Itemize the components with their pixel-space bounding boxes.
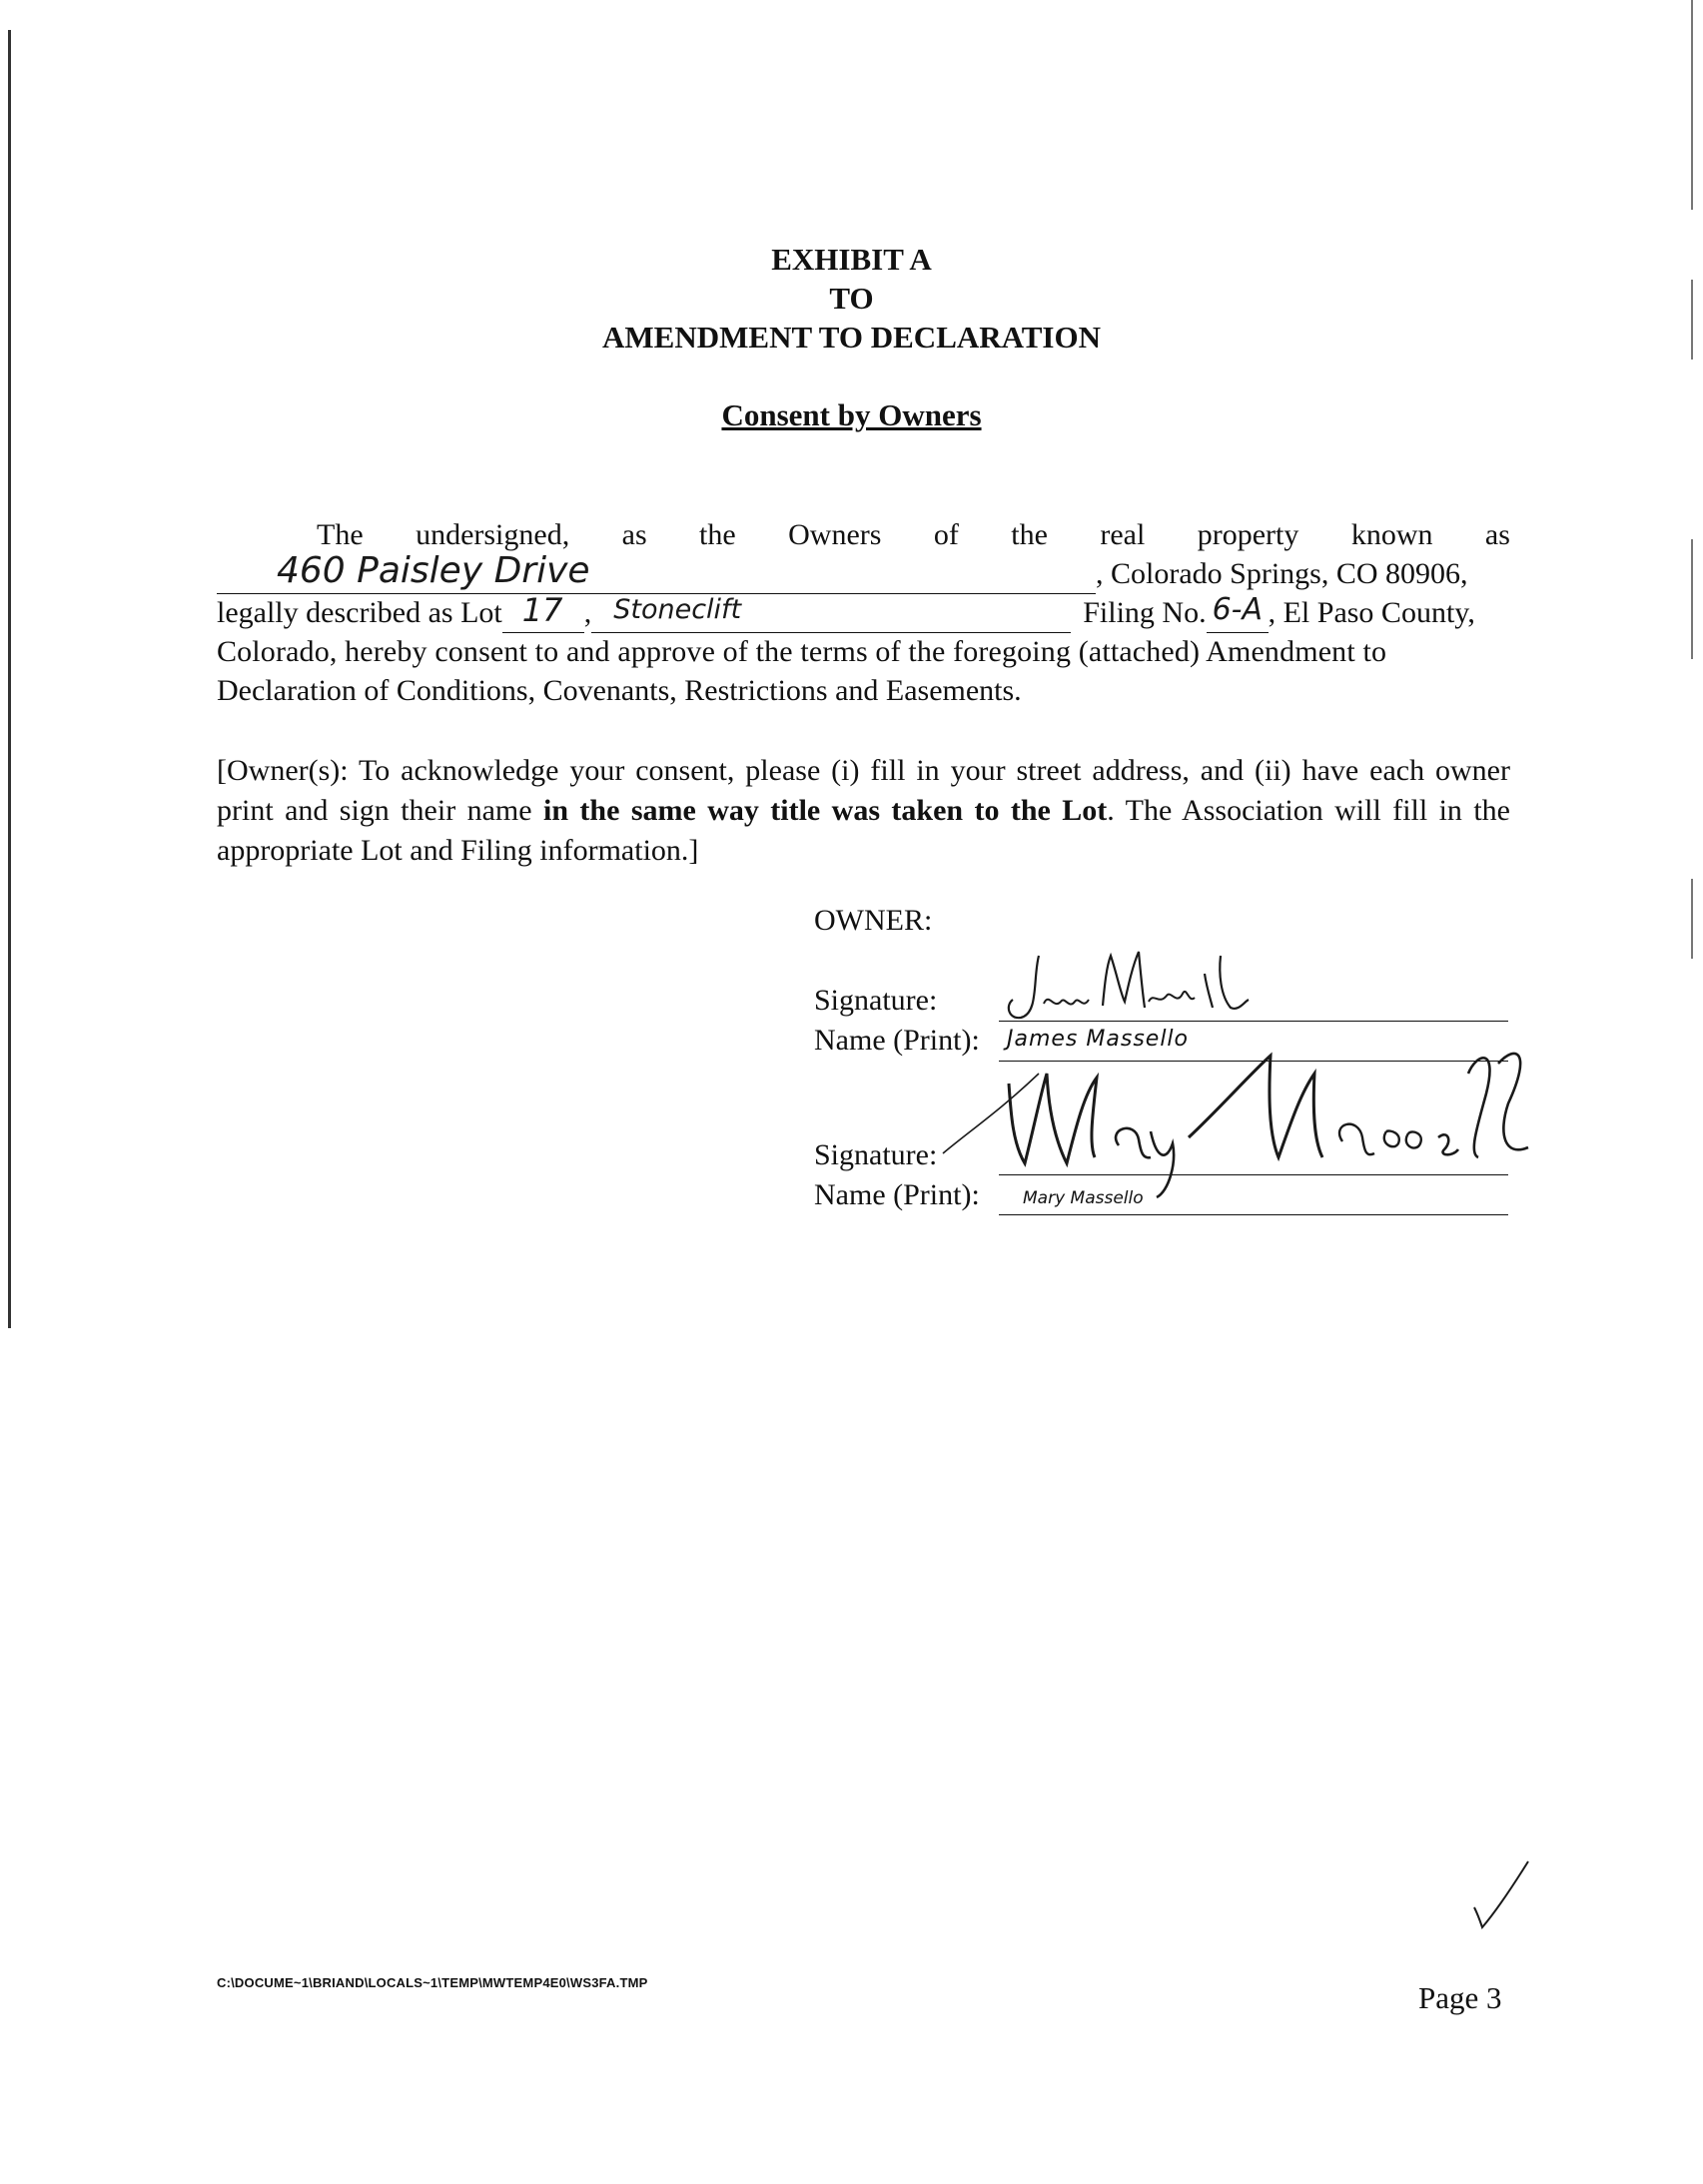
filing-prefix: Filing No.: [1083, 596, 1207, 629]
city-state-zip: , Colorado Springs, CO 80906,: [1096, 557, 1468, 590]
para1-line1: [217, 515, 1510, 555]
owner-heading: OWNER:: [814, 904, 933, 937]
instructions-emphasis: in the same way title was taken to the Lot: [542, 794, 1108, 827]
handwritten-signature-2: [939, 1034, 1538, 1208]
word: of: [933, 518, 959, 551]
scan-edge-right: [1691, 539, 1693, 659]
word: The: [317, 518, 364, 551]
page-number: Page 3: [1418, 1980, 1502, 2015]
instructions-text: [Owner(s): To acknowledge your consent, please (i) fill in your street address, and (ii) have each owner print and sign their name: [217, 754, 1510, 827]
scan-edge-right: [1691, 0, 1693, 210]
signature-label-2: Signature:: [814, 1138, 938, 1171]
printed-name-2: Mary Massello: [1023, 1188, 1144, 1208]
handwritten-signature-1: [999, 944, 1259, 1024]
word: known: [1350, 518, 1433, 551]
check-mark-icon: [1468, 1857, 1538, 1937]
word: real: [1100, 518, 1146, 551]
word: as: [621, 518, 647, 551]
street-address-handwriting: 460 Paisley Drive: [277, 550, 590, 591]
word: the: [1011, 518, 1048, 551]
word: undersigned,: [416, 518, 570, 551]
county: , El Paso County,: [1268, 596, 1475, 629]
lot-number-handwriting: 17: [521, 591, 563, 629]
word: Owners: [788, 518, 882, 551]
para1-line2: [217, 550, 1510, 594]
word: the: [699, 518, 736, 551]
para1-line4: Colorado, hereby consent to and approve of the terms of the foregoing (attached) Amendment to: [217, 635, 1387, 668]
filing-number-field[interactable]: [1207, 592, 1269, 633]
para1-line3: [217, 593, 1510, 633]
lot-prefix: legally described as Lot: [217, 596, 502, 629]
exhibit-to: TO: [829, 281, 874, 316]
exhibit-title: EXHIBIT A: [771, 242, 932, 277]
subdivision-handwriting: Stoneclift: [613, 594, 742, 625]
name-label-1: Name (Print):: [814, 1024, 980, 1057]
scan-edge-left: [8, 30, 11, 1328]
lot-comma: ,: [583, 596, 592, 629]
instructions-paragraph: [217, 751, 1510, 871]
para1-line5: Declaration of Conditions, Covenants, Restrictions and Easements.: [217, 674, 1022, 707]
name-label-2: Name (Print):: [814, 1178, 980, 1211]
filing-number-handwriting: 6-A: [1212, 592, 1264, 627]
scan-edge-right: [1691, 879, 1693, 959]
word: property: [1197, 518, 1299, 551]
consent-subtitle: Consent by Owners: [721, 397, 982, 432]
signature-label-1: Signature:: [814, 984, 938, 1017]
subdivision-field[interactable]: [591, 594, 1071, 633]
street-address-field[interactable]: [217, 550, 1096, 594]
file-path: C:\DOCUME~1\BRIAND\LOCALS~1\TEMP\MWTEMP4E0\WS3FA.TMP: [217, 1975, 648, 1990]
instructions-text-end: . The Association will fill in the appropriate Lot and Filing information.]: [217, 794, 1510, 867]
amendment-title: AMENDMENT TO DECLARATION: [602, 320, 1101, 355]
printed-name-1: James Massello: [1007, 1027, 1189, 1052]
word: as: [1484, 518, 1510, 551]
lot-number-field[interactable]: [502, 591, 584, 633]
